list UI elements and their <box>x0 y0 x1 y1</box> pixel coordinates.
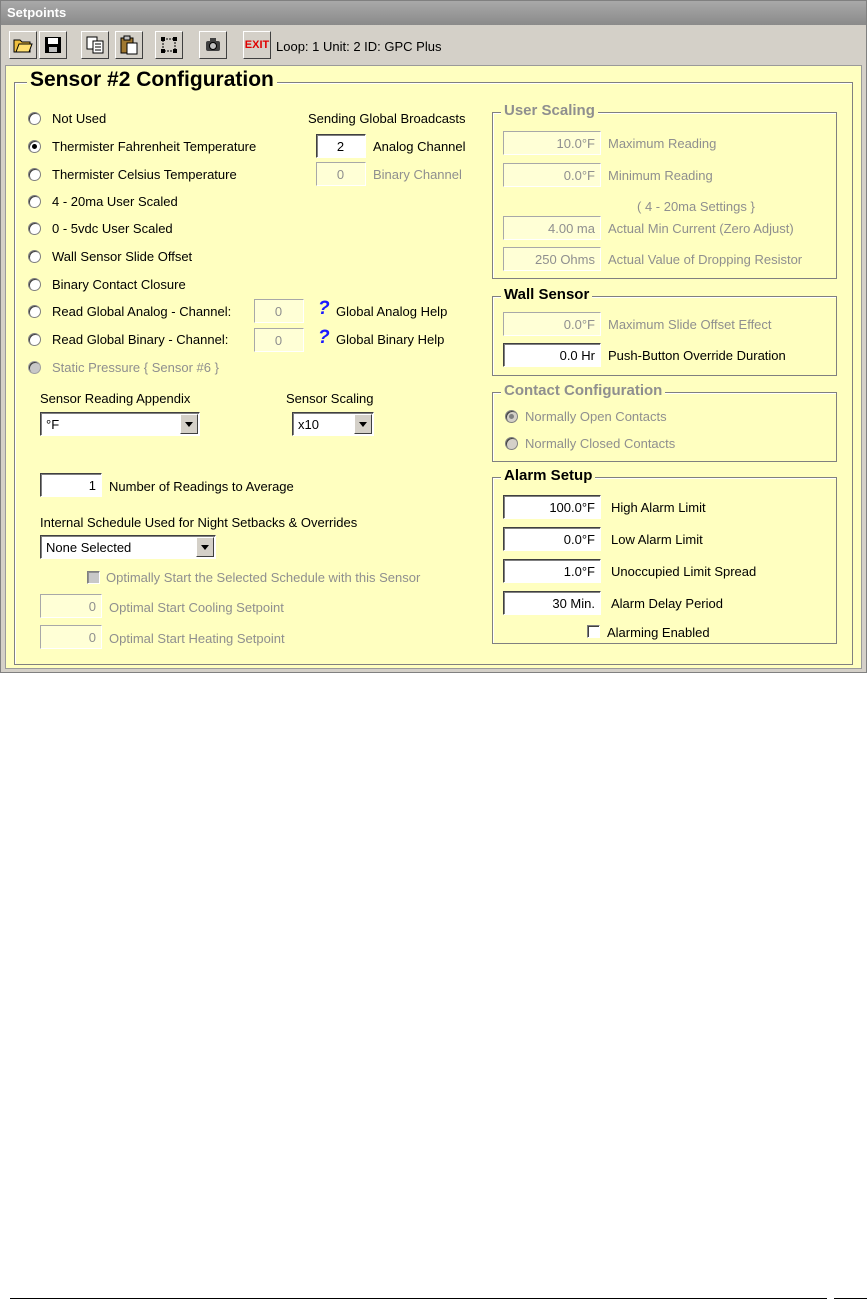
window-title: Setpoints <box>1 1 866 25</box>
help-icon[interactable]: ? <box>318 327 330 348</box>
optimal-start-label: Optimally Start the Selected Schedule with this Sensor <box>106 570 421 585</box>
global-binary-channel-input[interactable]: 0 <box>254 328 304 352</box>
alarm-delay-label: Alarm Delay Period <box>611 596 723 611</box>
global-analog-help-link[interactable]: Global Analog Help <box>336 304 448 319</box>
radio-label: 4 - 20ma User Scaled <box>52 194 178 209</box>
loop-unit-info: Loop: 1 Unit: 2 ID: GPC Plus <box>276 39 442 54</box>
radio-0-5vdc[interactable] <box>28 222 41 235</box>
optimal-heating-input: 0 <box>40 625 102 649</box>
schedule-value: None Selected <box>46 540 132 555</box>
radio-wall-sensor[interactable] <box>28 250 41 263</box>
scaling-select[interactable] <box>292 412 374 436</box>
contact-config-title: Contact Configuration <box>501 382 665 399</box>
radio-normally-closed <box>505 437 518 450</box>
page-divider <box>10 1298 827 1299</box>
camera-icon[interactable] <box>199 31 227 59</box>
toolbar <box>1 27 866 63</box>
readings-average-label: Number of Readings to Average <box>109 479 294 494</box>
override-duration-label: Push-Button Override Duration <box>608 348 786 363</box>
resistor-label: Actual Value of Dropping Resistor <box>608 252 803 267</box>
scaling-value: x10 <box>298 417 319 432</box>
binary-channel-label: Binary Channel <box>373 167 462 182</box>
radio-normally-open <box>505 410 518 423</box>
slide-offset-input: 0.0°F <box>503 312 601 336</box>
normally-closed-label: Normally Closed Contacts <box>525 436 676 451</box>
chevron-down-icon[interactable] <box>196 537 214 557</box>
high-alarm-label: High Alarm Limit <box>611 500 706 515</box>
slide-offset-label: Maximum Slide Offset Effect <box>608 317 772 332</box>
radio-label: Wall Sensor Slide Offset <box>52 249 193 264</box>
appendix-value: °F <box>46 417 60 432</box>
radio-not-used[interactable] <box>28 112 41 125</box>
radio-label: Not Used <box>52 111 107 126</box>
radio-label: Thermister Celsius Temperature <box>52 167 237 182</box>
radio-thermister-celsius[interactable] <box>28 168 41 181</box>
radio-label: 0 - 5vdc User Scaled <box>52 221 173 236</box>
override-duration-input[interactable]: 0.0 Hr <box>503 343 601 367</box>
broadcast-heading: Sending Global Broadcasts <box>308 111 466 126</box>
resistor-input: 250 Ohms <box>503 247 601 271</box>
max-reading-label: Maximum Reading <box>608 136 717 151</box>
global-binary-help-link[interactable]: Global Binary Help <box>336 332 445 347</box>
optimal-cooling-label: Optimal Start Cooling Setpoint <box>109 600 284 615</box>
wall-sensor-title: Wall Sensor <box>501 286 592 303</box>
readings-average-input[interactable]: 1 <box>40 473 102 497</box>
alarm-delay-input[interactable]: 30 Min. <box>503 591 601 615</box>
limit-spread-label: Unoccupied Limit Spread <box>611 564 757 579</box>
radio-label: Binary Contact Closure <box>52 277 186 292</box>
paste-icon[interactable] <box>115 31 143 59</box>
radio-label: Static Pressure { Sensor #6 } <box>52 360 219 375</box>
help-icon[interactable]: ? <box>318 298 330 319</box>
appendix-label: Sensor Reading Appendix <box>40 391 191 406</box>
binary-channel-input[interactable]: 0 <box>316 162 366 186</box>
open-folder-icon[interactable] <box>9 31 37 59</box>
page-title: Sensor #2 Configuration <box>27 68 277 92</box>
low-alarm-label: Low Alarm Limit <box>611 532 703 547</box>
radio-4-20ma[interactable] <box>28 195 41 208</box>
alarming-enabled-label: Alarming Enabled <box>607 625 710 640</box>
global-analog-channel-input[interactable]: 0 <box>254 299 304 323</box>
chevron-down-icon[interactable] <box>354 414 372 434</box>
radio-read-global-binary[interactable] <box>28 333 41 346</box>
max-reading-input: 10.0°F <box>503 131 601 155</box>
schedule-label: Internal Schedule Used for Night Setbacks & Overrides <box>40 515 358 530</box>
copy-icon[interactable] <box>81 31 109 59</box>
alarming-enabled-checkbox[interactable] <box>587 625 600 638</box>
low-alarm-input[interactable]: 0.0°F <box>503 527 601 551</box>
alarm-setup-title: Alarm Setup <box>501 467 595 484</box>
scaling-label: Sensor Scaling <box>286 391 374 406</box>
min-reading-input: 0.0°F <box>503 163 601 187</box>
radio-static-pressure <box>28 361 41 374</box>
min-current-label: Actual Min Current (Zero Adjust) <box>608 221 794 236</box>
radio-read-global-analog[interactable] <box>28 305 41 318</box>
page-divider <box>834 1298 867 1299</box>
crop-select-icon[interactable] <box>155 31 183 59</box>
contact-config-group <box>492 382 837 462</box>
radio-binary-contact[interactable] <box>28 278 41 291</box>
limit-spread-input[interactable]: 1.0°F <box>503 559 601 583</box>
radio-label: Read Global Binary - Channel: <box>52 332 229 347</box>
min-current-input: 4.00 ma <box>503 216 601 240</box>
ma-settings-heading: ( 4 - 20ma Settings } <box>637 199 755 214</box>
chevron-down-icon[interactable] <box>180 414 198 434</box>
analog-channel-input[interactable]: 2 <box>316 134 366 158</box>
exit-button[interactable]: EXIT <box>243 31 271 59</box>
appendix-select[interactable] <box>40 412 200 436</box>
high-alarm-input[interactable]: 100.0°F <box>503 495 601 519</box>
radio-label: Read Global Analog - Channel: <box>52 304 232 319</box>
user-scaling-title: User Scaling <box>501 102 598 119</box>
save-icon[interactable] <box>39 31 67 59</box>
radio-label: Thermister Fahrenheit Temperature <box>52 139 257 154</box>
optimal-start-checkbox <box>87 571 100 584</box>
config-panel <box>5 65 862 669</box>
normally-open-label: Normally Open Contacts <box>525 409 667 424</box>
min-reading-label: Minimum Reading <box>608 168 713 183</box>
optimal-cooling-input: 0 <box>40 594 102 618</box>
radio-thermister-fahrenheit[interactable] <box>28 140 41 153</box>
analog-channel-label: Analog Channel <box>373 139 466 154</box>
schedule-select[interactable] <box>40 535 216 559</box>
optimal-heating-label: Optimal Start Heating Setpoint <box>109 631 285 646</box>
